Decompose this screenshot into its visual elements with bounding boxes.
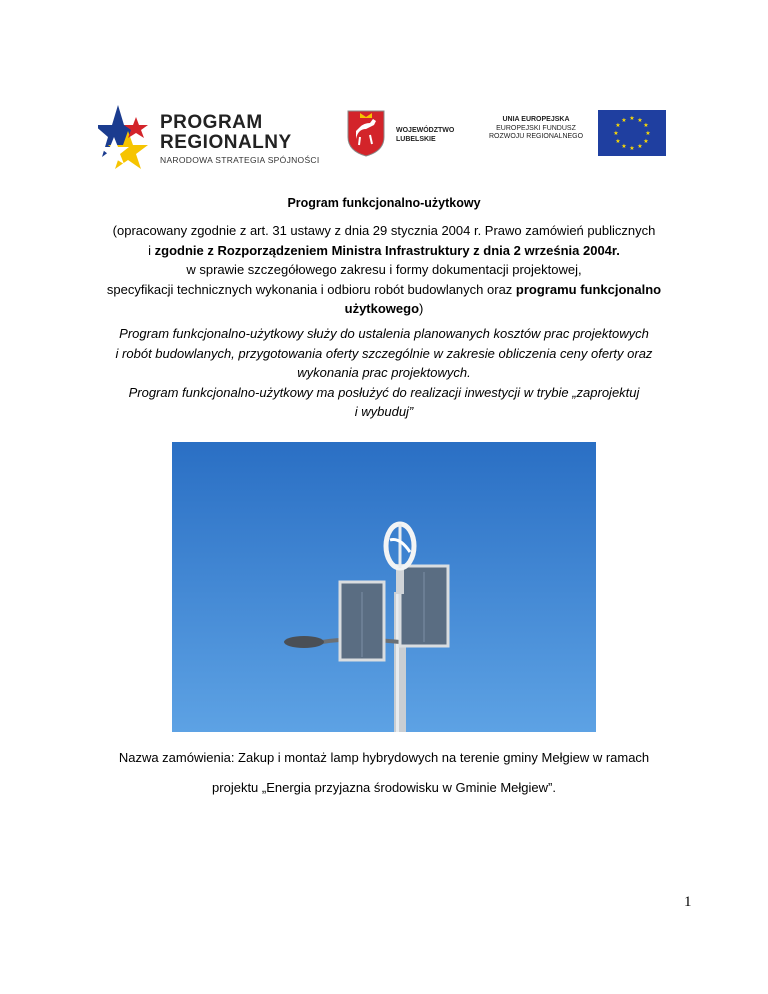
- hybrid-lamp-photo: [172, 442, 596, 732]
- para1-line4-bold: programu funkcjonalno: [515, 281, 662, 297]
- eu-flag-icon: [598, 110, 666, 156]
- logo-line-regionalny: REGIONALNY: [160, 132, 292, 153]
- star-logo-icon: [98, 103, 153, 173]
- logo-line-program: PROGRAM: [160, 112, 263, 133]
- para2-line1: Program funkcjonalno-użytkowy służy do ustalenia planowanych kosztów prac projektowych: [119, 326, 649, 341]
- ue-line2: EUROPEJSKI FUNDUSZ: [496, 124, 576, 132]
- woj-line1: WOJEWÓDZTWO: [396, 127, 455, 134]
- document-title: Program funkcjonalno-użytkowy: [287, 196, 481, 210]
- para1-line2-bold: zgodnie z Rozporządzeniem Ministra Infrastruktury z dnia 2 września 2004r.: [154, 242, 620, 258]
- coat-of-arms-icon: [346, 109, 386, 157]
- para2-line3: wykonania prac projektowych.: [297, 365, 471, 380]
- para1-line4-prefix: specyfikacji technicznych wykonania i odbioru robót budowlanych oraz: [106, 281, 516, 297]
- wojewodztwo-lubelskie-logo: [346, 109, 471, 159]
- para2-line5: i wybuduj”: [354, 404, 414, 419]
- unia-europejska-logo: [486, 110, 671, 160]
- para1-line5-suffix: ): [419, 301, 424, 316]
- svg-text:★: ★: [643, 122, 649, 129]
- ue-line1: UNIA EUROPEJSKA: [502, 116, 570, 123]
- para1-line3: w sprawie szczegółowego zakresu i formy dokumentacji projektowej,: [186, 262, 582, 277]
- svg-text:★: ★: [637, 117, 643, 124]
- para1-line1: (opracowany zgodnie z art. 31 ustawy z dnia 29 stycznia 2004 r. Prawo zamówień publicznych: [112, 223, 656, 238]
- svg-text:★: ★: [643, 138, 649, 145]
- order-name-line1: Nazwa zamówienia: Zakup i montaż lamp hybrydowych na terenie gminy Mełgiew w ramach: [118, 750, 650, 765]
- para1-line5-bold: użytkowego: [344, 301, 420, 316]
- ue-line3: ROZWOJU REGIONALNEGO: [488, 133, 584, 140]
- header-logos: [0, 95, 768, 175]
- page-number: 1: [684, 894, 692, 910]
- svg-text:★: ★: [615, 138, 621, 145]
- woj-line2: LUBELSKIE: [396, 136, 436, 143]
- svg-text:★: ★: [621, 143, 627, 150]
- svg-text:★: ★: [629, 145, 635, 152]
- svg-text:★: ★: [615, 122, 621, 129]
- legal-basis-paragraph: [60, 221, 708, 319]
- para2-line2: i robót budowlanych, przygotowania oferty szczególnie w zakresie obliczenia ceny oferty oraz: [115, 345, 653, 361]
- svg-text:★: ★: [637, 143, 643, 150]
- svg-text:★: ★: [621, 117, 627, 124]
- svg-text:★: ★: [645, 130, 651, 137]
- program-regionalny-logo: [98, 103, 328, 173]
- logo-subtitle: NARODOWA STRATEGIA SPÓJNOŚCI: [160, 155, 320, 165]
- svg-text:★: ★: [613, 130, 619, 137]
- svg-text:★: ★: [629, 115, 635, 122]
- order-name-line2: projektu „Energia przyjazna środowisku w Gminie Mełgiew”.: [212, 780, 556, 795]
- para1-line2-prefix: i: [148, 242, 155, 258]
- para2-line4: Program funkcjonalno-użytkowy ma posłużyć do realizacji inwestycji w trybie „zaprojektuj: [128, 384, 640, 400]
- purpose-paragraph: [60, 324, 708, 422]
